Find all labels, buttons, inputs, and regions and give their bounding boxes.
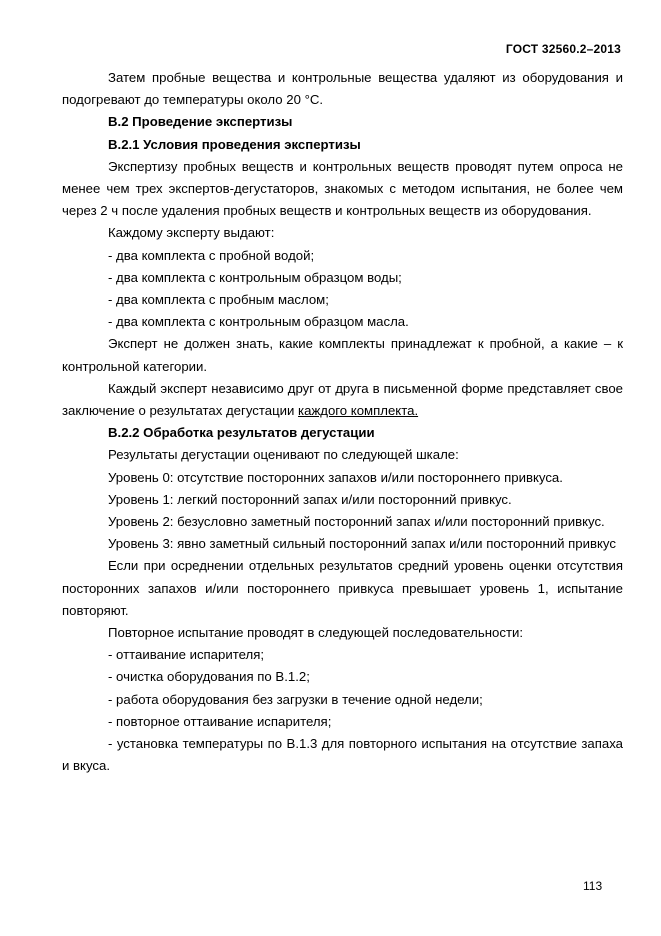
paragraph-expert-unaware: Эксперт не должен знать, какие комплекты принадлежат к пробной, а какие – к контрольной категории.: [62, 336, 623, 374]
section-heading-b2: В.2 Проведение экспертизы: [108, 114, 293, 130]
list-item: - оттаивание испарителя;: [108, 647, 264, 663]
level-item: Уровень 2: безусловно заметный посторонний запах и/или посторонний привкус.: [108, 514, 605, 530]
list-item: - очистка оборудования по В.1.2;: [108, 669, 310, 685]
page-number: 113: [583, 879, 603, 893]
document-body: [62, 67, 623, 778]
list-item: - два комплекта с контрольным образцом масла.: [108, 314, 409, 330]
paragraph-each-expert-receives: Каждому эксперту выдают:: [108, 225, 275, 241]
paragraph-expertise-conditions: Экспертизу пробных веществ и контрольных веществ проводят путем опроса не менее чем трех экспертов-дегустаторов, знакомых с методом испытания, не более чем через 2 ч после удаления пробных веществ и контрольных веществ из оборудования.: [62, 158, 623, 219]
list-item: - два комплекта с пробной водой;: [108, 247, 315, 263]
document-header-code: ГОСТ 32560.2–2013: [505, 42, 621, 56]
list-item: - повторное оттаивание испарителя;: [108, 713, 332, 729]
list-item: - два комплекта с контрольным образцом воды;: [108, 269, 402, 285]
level-item: Уровень 0: отсутствие посторонних запахов и/или постороннего привкуса.: [108, 469, 563, 485]
paragraph-remove-and-heat: Затем пробные вещества и контрольные вещества удаляют из оборудования и подогревают до температуры около 20 °С.: [62, 70, 623, 108]
paragraph-written-conclusion: [62, 378, 623, 422]
underlined-text: каждого комплекта.: [298, 403, 419, 419]
section-heading-b21: В.2.1 Условия проведения экспертизы: [108, 136, 361, 152]
list-item: - работа оборудования без загрузки в течение одной недели;: [108, 691, 483, 707]
paragraph-written-conclusion-text: Каждый эксперт независимо друг от друга в письменной форме представляет свое заключение о результатах дегустации: [62, 380, 623, 419]
paragraph-repeat-sequence: Повторное испытание проводят в следующей последовательности:: [108, 625, 524, 641]
section-heading-b22: В.2.2 Обработка результатов дегустации: [108, 425, 375, 441]
list-item: - установка температуры по В.1.3 для повторного испытания на отсутствие запаха и вкуса.: [62, 736, 623, 774]
paragraph-scale-intro: Результаты дегустации оценивают по следующей шкале:: [108, 447, 459, 463]
list-item: - два комплекта с пробным маслом;: [108, 292, 329, 308]
paragraph-repeat-condition: Если при осреднении отдельных результатов средний уровень оценки отсутствия посторонних запахов и/или постороннего привкуса превышает уровень 1, испытание повторяют.: [62, 558, 623, 618]
level-item: Уровень 3: явно заметный сильный посторонний запах и/или посторонний привкус: [108, 536, 616, 552]
level-item: Уровень 1: легкий посторонний запах и/или посторонний привкус.: [108, 491, 512, 507]
